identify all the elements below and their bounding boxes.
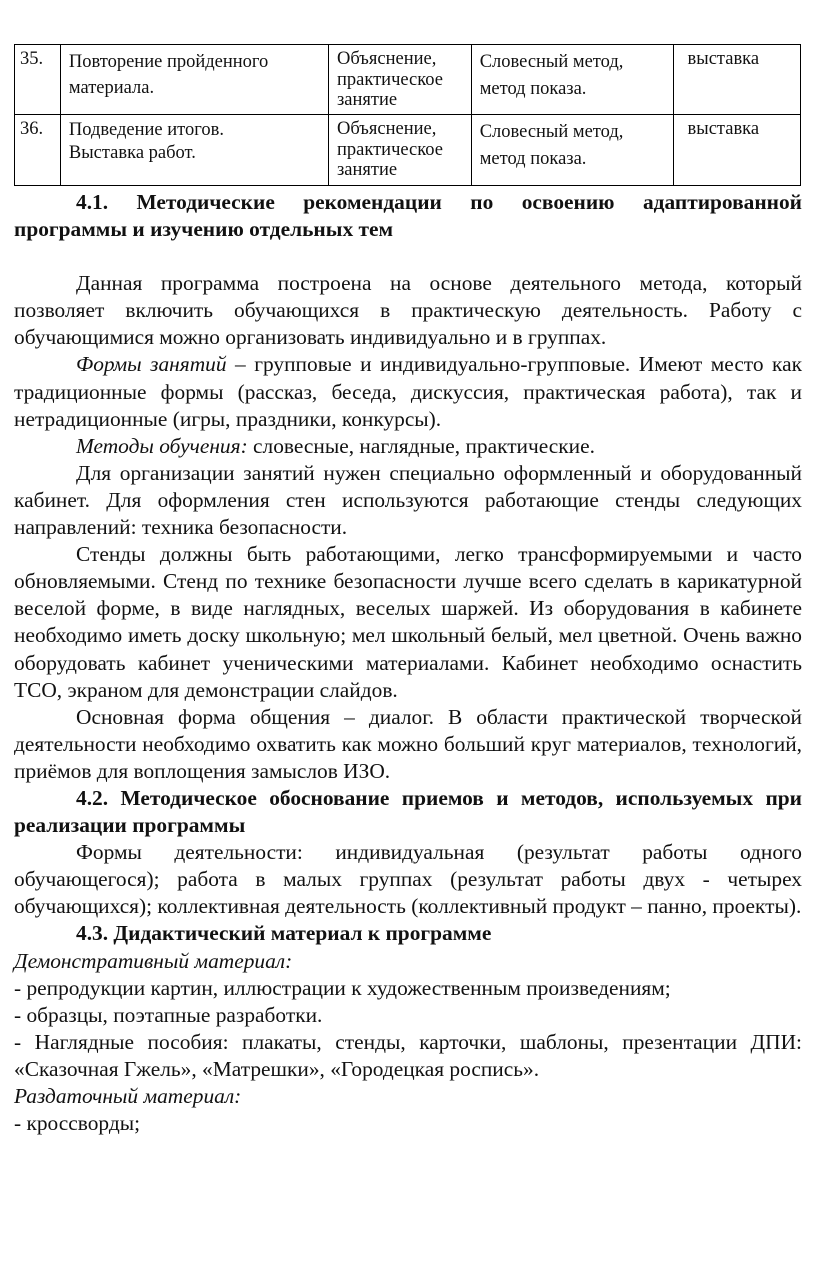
- row-topic-line-1: Подведение итогов.: [68, 120, 224, 140]
- list-item: - кроссворды;: [14, 1111, 141, 1136]
- paragraph-label: Методы обучения:: [76, 433, 248, 458]
- table-row: [15, 45, 801, 115]
- paragraph-text: – групповые и индивидуально-групповые. Имеют место как традиционные формы (рассказ, беседа, дискуссия, практическая работа), так и нетрадиционные (игры, праздники, конкурсы).: [14, 352, 802, 431]
- demo-material-label: Демонстративный материал:: [14, 948, 293, 973]
- spacer: [14, 243, 802, 270]
- row-result: выставка: [673, 115, 800, 186]
- lesson-plan-table: [14, 44, 801, 186]
- paragraph: Для организации занятий нужен специально оформленный и оборудованный кабинет. Для оформления стен используются работающие стенды следующих направлений: техника безопасности.: [14, 460, 802, 540]
- section-heading-4-2: 4.2. Методическое обоснование приемов и методов, используемых при реализации программы: [14, 785, 802, 838]
- row-topic: Повторение пройденного материала.: [60, 45, 328, 115]
- body-text: [14, 189, 802, 1137]
- paragraph-label: Формы занятий: [76, 352, 227, 377]
- row-form: Объяснение, практическое занятие: [328, 115, 471, 186]
- list-item: - репродукции картин, иллюстрации к художественным произведениям;: [14, 975, 671, 1000]
- row-method: Словесный метод, метод показа.: [471, 45, 673, 115]
- document-page: [0, 44, 816, 1262]
- row-number: 36.: [15, 115, 61, 186]
- section-heading-4-1: 4.1. Методические рекомендации по освоению адаптированной программы и изучению отдельных тем: [14, 190, 802, 242]
- paragraph: Основная форма общения – диалог. В области практической творческой деятельности необходимо охватить как можно больший круг материалов, технологий, приёмов для воплощения замыслов ИЗО.: [14, 704, 802, 783]
- handout-material-label: Раздаточный материал:: [14, 1084, 242, 1108]
- row-form: Объяснение, практическое занятие: [328, 45, 471, 115]
- row-number: 35.: [15, 45, 61, 115]
- paragraph: [14, 433, 802, 460]
- row-topic-line-2: Выставка работ.: [68, 143, 196, 163]
- paragraph-text: словесные, наглядные, практические.: [247, 433, 595, 458]
- paragraph: Стенды должны быть работающими, легко трансформируемыми и часто обновляемыми. Стенд по технике безопасности лучше всего сделать в карикатурной веселой форме, в виде наглядных, веселых шаржей. Из оборудования в кабинете необходимо иметь доску школьную; мел школьный белый, мел цветной. Очень важно оборудовать кабинет ученическими материалами. Кабинет необходимо оснастить ТСО, экраном для демонстрации слайдов.: [14, 542, 802, 702]
- paragraph: [14, 351, 802, 432]
- paragraph: Формы деятельности: индивидуальная (результат работы одного обучающегося); работа в малых группах (результат работы двух - четырех обучающихся); коллективная деятельность (коллективный продукт – панно, проекты).: [14, 840, 802, 919]
- table-row: [15, 115, 801, 186]
- row-method: Словесный метод, метод показа.: [471, 115, 673, 186]
- paragraph: Данная программа построена на основе деятельного метода, который позволяет включить обучающихся в практическую деятельность. Работу с обучающимися можно организовать индивидуально и в группах.: [14, 271, 802, 350]
- list-item: - образцы, поэтапные разработки.: [14, 1002, 323, 1027]
- section-heading-4-3: 4.3. Дидактический материал к программе: [76, 921, 492, 946]
- row-topic: [60, 115, 328, 186]
- row-result: выставка: [673, 45, 800, 115]
- list-item: - Наглядные пособия: плакаты, стенды, карточки, шаблоны, презентации ДПИ: «Сказочная Гжель», «Матрешки», «Городецкая роспись».: [14, 1029, 802, 1081]
